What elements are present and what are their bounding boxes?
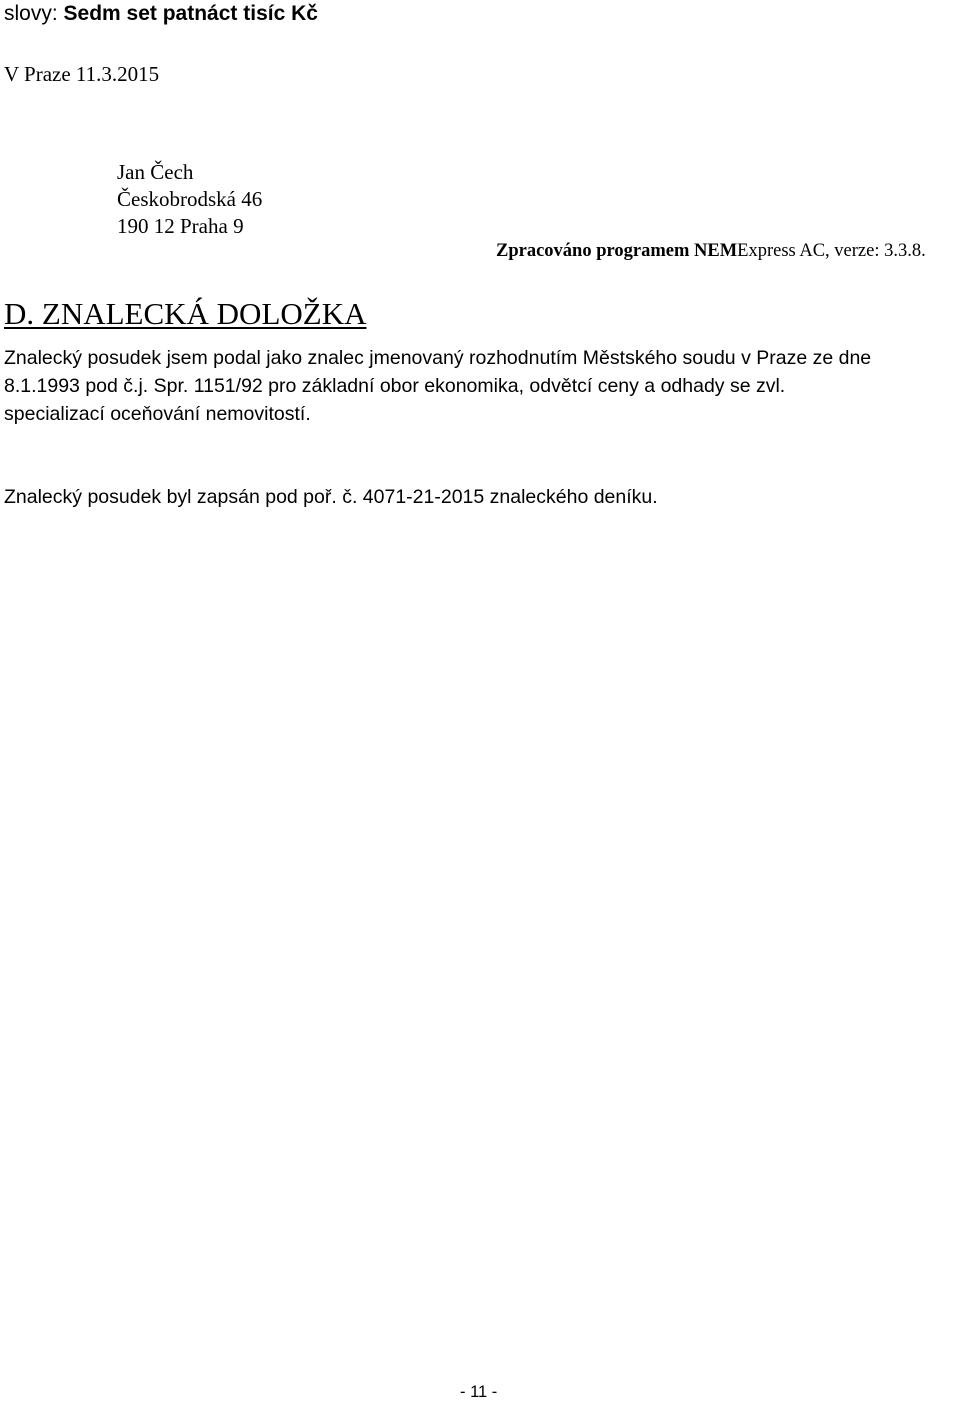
section-paragraph-line-2: 8.1.1993 pod č.j. Spr. 1151/92 pro základní obor ekonomika, odvětcí ceny a odhady se zvl. [4, 375, 786, 397]
section-heading: D. ZNALECKÁ DOLOŽKA [4, 296, 367, 331]
processed-by-product-bold: NEM [694, 241, 738, 261]
processed-by-product-rest: Express AC, verze: 3.3.8. [737, 241, 926, 261]
place-and-date: V Praze 11.3.2015 [4, 62, 160, 86]
processed-by-prefix: Zpracováno programem [496, 241, 694, 261]
section-paragraph-line-3: specializací oceňování nemovitostí. [4, 403, 311, 425]
processed-by-note [496, 241, 926, 262]
page-number: - 11 - [460, 1383, 498, 1401]
address-name: Jan Čech [117, 160, 194, 184]
address-street: Českobrodská 46 [117, 187, 263, 211]
address-city: 190 12 Praha 9 [117, 214, 244, 238]
amount-in-words-label: slovy: [4, 2, 64, 25]
amount-in-words [4, 2, 318, 26]
section-paragraph-line-1: Znalecký posudek jsem podal jako znalec jmenovaný rozhodnutím Městského soudu v Praze ze dne [4, 347, 872, 369]
registry-statement: Znalecký posudek byl zapsán pod poř. č. 4071-21-2015 znaleckého deníku. [4, 486, 658, 508]
amount-in-words-value: Sedm set patnáct tisíc Kč [63, 2, 318, 25]
